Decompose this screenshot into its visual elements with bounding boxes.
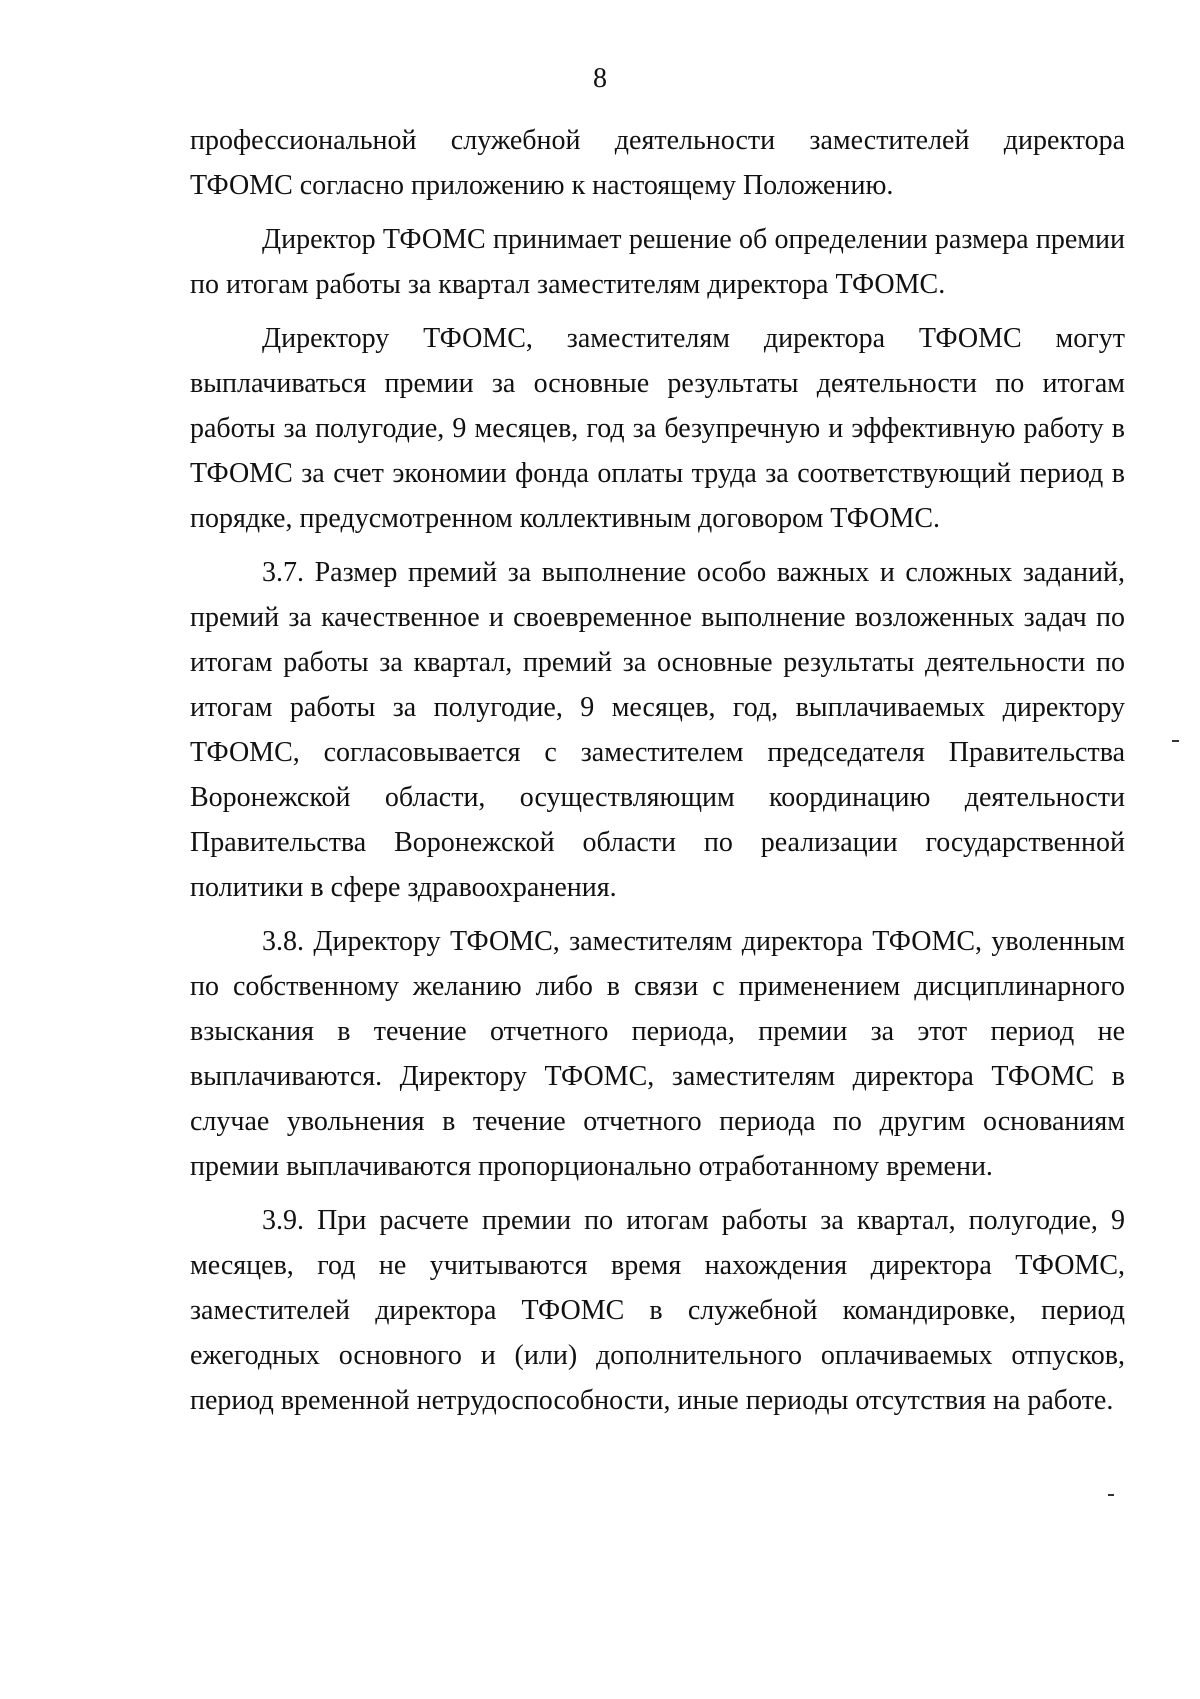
paragraph-continuation: профессиональной служебной деятельности заместителей директора ТФОМС согласно приложению к настоящему Положению. xyxy=(190,125,1125,201)
paragraph-3-9: 3.9. При расчете премии по итогам работы за квартал, полугодие, 9 месяцев, год не учитываются время нахождения директора ТФОМС, заместителей директора ТФОМС в служебной командировке, период ежегодных основного и (или) дополнительного оплачиваемых отпусков, период временной нетрудоспособности, иные периоды отсутствия на работе. xyxy=(190,1205,1125,1416)
paragraph-3-7: 3.7. Размер премий за выполнение особо важных и сложных заданий, премий за качественное и своевременное выполнение возложенных задач по итогам работы за квартал, премий за основные результаты деятельности по итогам работы за полугодие, 9 месяцев, год, выплачиваемых директору ТФОМС, согласовывается с заместителем председателя Правительства Воронежской области, осуществляющим координацию деятельности Правительства Воронежской области по реализации государственной политики в сфере здравоохранения. xyxy=(190,557,1125,903)
paragraph-director-decision: Директор ТФОМС принимает решение об определении размера премии по итогам работы за квартал заместителям директора ТФОМС. xyxy=(190,224,1125,300)
paragraph-3-8: 3.8. Директору ТФОМС, заместителям директора ТФОМС, уволенным по собственному желанию либо в связи с применением дисциплинарного взыскания в течение отчетного периода, премии за этот период не выплачиваются. Директору ТФОМС, заместителям директора ТФОМС в случае увольнения в течение отчетного периода по другим основаниям премии выплачиваются пропорционально отработанному времени. xyxy=(190,926,1125,1182)
scan-mark xyxy=(1172,740,1179,742)
page-number: 8 xyxy=(593,63,607,94)
paragraph-bonus-payments: Директору ТФОМС, заместителям директора ТФОМС могут выплачиваться премии за основные результаты деятельности по итогам работы за полугодие, 9 месяцев, год за безупречную и эффективную работу в ТФОМС за счет экономии фонда оплаты труда за соответствующий период в порядке, предусмотренном коллективным договором ТФОМС. xyxy=(190,323,1125,534)
scan-mark xyxy=(1108,1494,1114,1496)
document-body xyxy=(190,118,1125,1432)
